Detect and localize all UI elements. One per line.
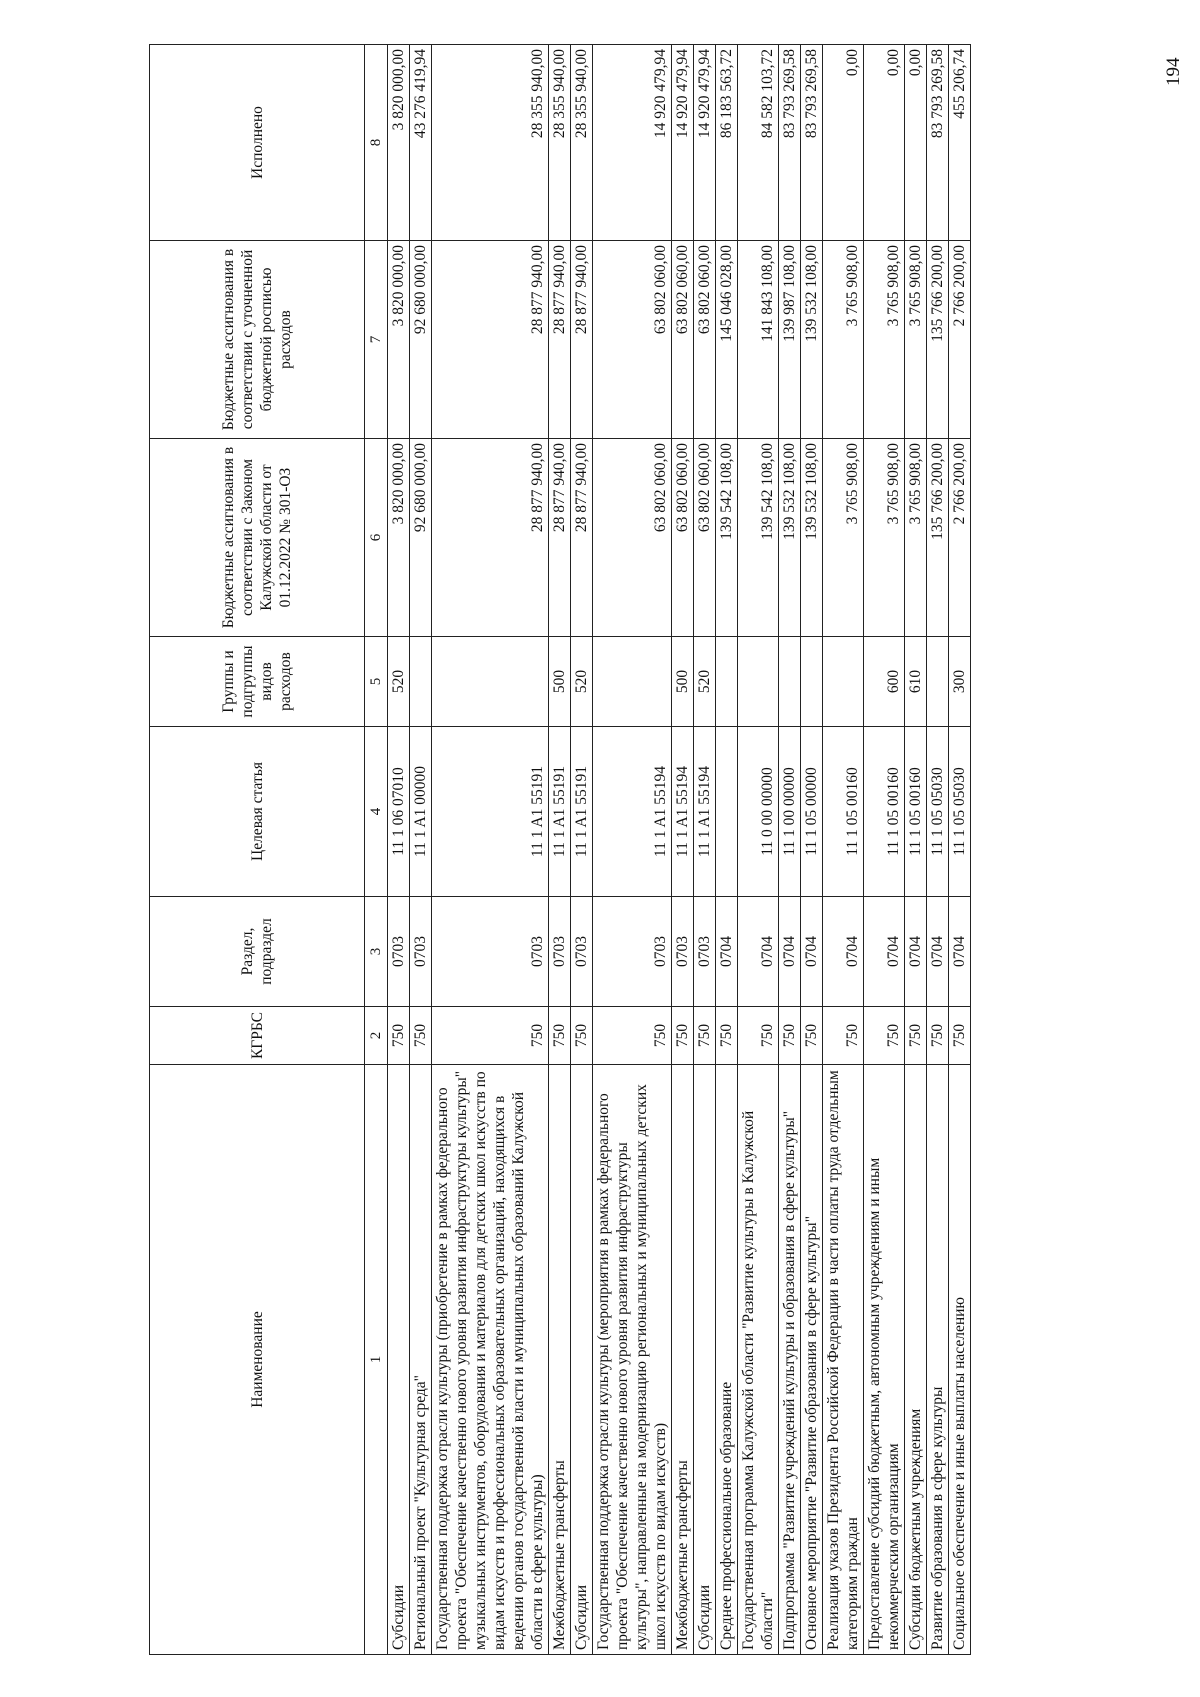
cell-kgrbs: 750 xyxy=(949,1007,971,1065)
header-row xyxy=(150,45,365,1655)
cell-name: Среднее профессиональное образование xyxy=(716,1065,738,1655)
cell-target: 11 1 A1 55194 xyxy=(694,727,716,897)
cell-section: 0704 xyxy=(779,897,801,1007)
cell-law-amount: 63 802 060,00 xyxy=(593,439,672,637)
cell-law-amount: 92 680 000,00 xyxy=(410,439,432,637)
column-number: 1 xyxy=(365,1065,388,1655)
cell-name: Субсидии бюджетным учреждениям xyxy=(905,1065,927,1655)
cell-group xyxy=(823,637,864,727)
cell-kgrbs: 750 xyxy=(864,1007,905,1065)
cell-group xyxy=(738,637,779,727)
cell-group: 500 xyxy=(672,637,694,727)
cell-law-amount: 3 765 908,00 xyxy=(823,439,864,637)
column-number-row xyxy=(365,45,388,1655)
table-row xyxy=(410,45,432,1655)
cell-name: Государственная программа Калужской области "Развитие культуры в Калужской области" xyxy=(738,1065,779,1655)
header-target: Целевая статья xyxy=(150,727,365,897)
table-row xyxy=(738,45,779,1655)
cell-executed-amount: 83 793 269,58 xyxy=(801,45,823,241)
cell-refined-amount: 28 877 940,00 xyxy=(432,241,549,439)
cell-law-amount: 63 802 060,00 xyxy=(672,439,694,637)
cell-executed-amount: 83 793 269,58 xyxy=(927,45,949,241)
cell-name: Государственная поддержка отрасли культуры (мероприятия в рамках федерального проекта "Обеспечение качественно нового уровня развития инфраструктуры культуры", направленные на модернизацию региональных и муниципальных детских школ искусств по видам искусств) xyxy=(593,1065,672,1655)
cell-section: 0703 xyxy=(388,897,410,1007)
cell-group: 520 xyxy=(388,637,410,727)
table-row xyxy=(694,45,716,1655)
cell-kgrbs: 750 xyxy=(779,1007,801,1065)
cell-kgrbs: 750 xyxy=(410,1007,432,1065)
budget-table xyxy=(149,44,971,1655)
table-row xyxy=(593,45,672,1655)
header-refined: Бюджетные ассигнования в соответствии с уточненной бюджетной росписью расходов xyxy=(150,241,365,439)
cell-group: 520 xyxy=(571,637,593,727)
cell-target: 11 1 00 00000 xyxy=(779,727,801,897)
cell-group xyxy=(716,637,738,727)
cell-section: 0703 xyxy=(672,897,694,1007)
column-number: 2 xyxy=(365,1007,388,1065)
table-row xyxy=(432,45,549,1655)
cell-executed-amount: 0,00 xyxy=(864,45,905,241)
cell-section: 0703 xyxy=(571,897,593,1007)
cell-law-amount: 63 802 060,00 xyxy=(694,439,716,637)
header-name: Наименование xyxy=(150,1065,365,1655)
cell-refined-amount: 63 802 060,00 xyxy=(672,241,694,439)
cell-name: Межбюджетные трансферты xyxy=(672,1065,694,1655)
cell-section: 0703 xyxy=(694,897,716,1007)
column-number: 4 xyxy=(365,727,388,897)
table-body xyxy=(388,45,971,1655)
table-row xyxy=(549,45,571,1655)
cell-section: 0703 xyxy=(549,897,571,1007)
cell-executed-amount: 43 276 419,94 xyxy=(410,45,432,241)
cell-target: 11 1 05 00160 xyxy=(864,727,905,897)
table-row xyxy=(388,45,410,1655)
cell-executed-amount: 28 355 940,00 xyxy=(549,45,571,241)
cell-name: Развитие образования в сфере культуры xyxy=(927,1065,949,1655)
cell-law-amount: 139 532 108,00 xyxy=(801,439,823,637)
header-executed: Исполнено xyxy=(150,45,365,241)
cell-name: Субсидии xyxy=(571,1065,593,1655)
table-row xyxy=(927,45,949,1655)
column-number: 3 xyxy=(365,897,388,1007)
cell-kgrbs: 750 xyxy=(694,1007,716,1065)
cell-group xyxy=(593,637,672,727)
cell-target: 11 1 05 00160 xyxy=(823,727,864,897)
cell-kgrbs: 750 xyxy=(823,1007,864,1065)
cell-executed-amount: 3 820 000,00 xyxy=(388,45,410,241)
table-row xyxy=(864,45,905,1655)
cell-group xyxy=(779,637,801,727)
cell-name: Основное мероприятие "Развитие образования в сфере культуры" xyxy=(801,1065,823,1655)
cell-section: 0704 xyxy=(801,897,823,1007)
cell-target: 11 1 05 05030 xyxy=(927,727,949,897)
cell-name: Предоставление субсидий бюджетным, автономным учреждениям и иным некоммерческим организациям xyxy=(864,1065,905,1655)
cell-kgrbs: 750 xyxy=(927,1007,949,1065)
cell-group: 300 xyxy=(949,637,971,727)
header-kgrbs: КГРБС xyxy=(150,1007,365,1065)
page-number: 194 xyxy=(1163,57,1184,86)
cell-target: 11 1 05 00160 xyxy=(905,727,927,897)
cell-law-amount: 2 766 200,00 xyxy=(949,439,971,637)
table-row xyxy=(672,45,694,1655)
cell-kgrbs: 750 xyxy=(801,1007,823,1065)
cell-law-amount: 3 820 000,00 xyxy=(388,439,410,637)
cell-target: 11 1 06 07010 xyxy=(388,727,410,897)
cell-law-amount: 3 765 908,00 xyxy=(864,439,905,637)
table-row xyxy=(571,45,593,1655)
cell-group xyxy=(432,637,549,727)
cell-kgrbs: 750 xyxy=(571,1007,593,1065)
cell-executed-amount: 14 920 479,94 xyxy=(672,45,694,241)
cell-group: 610 xyxy=(905,637,927,727)
cell-kgrbs: 750 xyxy=(432,1007,549,1065)
cell-group xyxy=(927,637,949,727)
cell-group xyxy=(801,637,823,727)
cell-target: 11 0 00 00000 xyxy=(738,727,779,897)
table-row xyxy=(801,45,823,1655)
cell-refined-amount: 3 765 908,00 xyxy=(864,241,905,439)
cell-refined-amount: 141 843 108,00 xyxy=(738,241,779,439)
table-row xyxy=(779,45,801,1655)
cell-refined-amount: 3 820 000,00 xyxy=(388,241,410,439)
cell-refined-amount: 63 802 060,00 xyxy=(593,241,672,439)
cell-refined-amount: 3 765 908,00 xyxy=(905,241,927,439)
cell-law-amount: 139 532 108,00 xyxy=(779,439,801,637)
column-number: 8 xyxy=(365,45,388,241)
cell-target: 11 1 A1 00000 xyxy=(410,727,432,897)
cell-target: 11 1 A1 55194 xyxy=(672,727,694,897)
cell-law-amount: 139 542 108,00 xyxy=(716,439,738,637)
cell-target: 11 1 A1 55191 xyxy=(432,727,549,897)
cell-kgrbs: 750 xyxy=(672,1007,694,1065)
cell-name: Государственная поддержка отрасли культуры (приобретение в рамках федерального проекта "Обеспечение качественно нового уровня развития инфраструктуры культуры" музыкальных инструментов, оборудования и материалов для детских школ искусств по видам искусств и профессиональных образовательных организаций, находящихся в ведении органов государственной власти и муниципальных образований Калужской области в сфере культуры) xyxy=(432,1065,549,1655)
cell-executed-amount: 28 355 940,00 xyxy=(571,45,593,241)
cell-section: 0704 xyxy=(823,897,864,1007)
cell-name: Региональный проект "Культурная среда" xyxy=(410,1065,432,1655)
cell-refined-amount: 3 765 908,00 xyxy=(823,241,864,439)
cell-section: 0704 xyxy=(905,897,927,1007)
cell-law-amount: 139 542 108,00 xyxy=(738,439,779,637)
cell-law-amount: 3 765 908,00 xyxy=(905,439,927,637)
cell-section: 0704 xyxy=(716,897,738,1007)
cell-executed-amount: 84 582 103,72 xyxy=(738,45,779,241)
cell-refined-amount: 2 766 200,00 xyxy=(949,241,971,439)
cell-law-amount: 135 766 200,00 xyxy=(927,439,949,637)
table-row xyxy=(823,45,864,1655)
cell-target: 11 1 05 05030 xyxy=(949,727,971,897)
cell-kgrbs: 750 xyxy=(593,1007,672,1065)
cell-name: Социальное обеспечение и иные выплаты населению xyxy=(949,1065,971,1655)
cell-executed-amount: 0,00 xyxy=(905,45,927,241)
cell-kgrbs: 750 xyxy=(738,1007,779,1065)
cell-kgrbs: 750 xyxy=(716,1007,738,1065)
cell-group: 600 xyxy=(864,637,905,727)
cell-kgrbs: 750 xyxy=(905,1007,927,1065)
column-number: 6 xyxy=(365,439,388,637)
column-number: 7 xyxy=(365,241,388,439)
cell-target: 11 1 A1 55191 xyxy=(549,727,571,897)
cell-section: 0703 xyxy=(410,897,432,1007)
cell-name: Реализация указов Президента Российской Федерации в части оплаты труда отдельным категориям граждан xyxy=(823,1065,864,1655)
cell-law-amount: 28 877 940,00 xyxy=(549,439,571,637)
cell-target: 11 1 05 00000 xyxy=(801,727,823,897)
budget-table-page xyxy=(149,45,1200,1655)
cell-executed-amount: 0,00 xyxy=(823,45,864,241)
cell-name: Субсидии xyxy=(694,1065,716,1655)
cell-executed-amount: 455 206,74 xyxy=(949,45,971,241)
cell-refined-amount: 135 766 200,00 xyxy=(927,241,949,439)
cell-group: 500 xyxy=(549,637,571,727)
cell-name: Субсидии xyxy=(388,1065,410,1655)
cell-kgrbs: 750 xyxy=(549,1007,571,1065)
cell-kgrbs: 750 xyxy=(388,1007,410,1065)
cell-target xyxy=(716,727,738,897)
cell-name: Межбюджетные трансферты xyxy=(549,1065,571,1655)
cell-executed-amount: 83 793 269,58 xyxy=(779,45,801,241)
table-row xyxy=(716,45,738,1655)
cell-section: 0704 xyxy=(864,897,905,1007)
cell-executed-amount: 86 183 563,72 xyxy=(716,45,738,241)
cell-target: 11 1 A1 55191 xyxy=(571,727,593,897)
cell-section: 0704 xyxy=(927,897,949,1007)
cell-law-amount: 28 877 940,00 xyxy=(432,439,549,637)
cell-refined-amount: 139 987 108,00 xyxy=(779,241,801,439)
cell-executed-amount: 14 920 479,94 xyxy=(593,45,672,241)
cell-executed-amount: 28 355 940,00 xyxy=(432,45,549,241)
cell-refined-amount: 28 877 940,00 xyxy=(549,241,571,439)
cell-group: 520 xyxy=(694,637,716,727)
header-section: Раздел, подраздел xyxy=(150,897,365,1007)
cell-section: 0704 xyxy=(949,897,971,1007)
header-law: Бюджетные ассигнования в соответствии с Законом Калужской области от 01.12.2022 № 301-ОЗ xyxy=(150,439,365,637)
cell-executed-amount: 14 920 479,94 xyxy=(694,45,716,241)
cell-refined-amount: 92 680 000,00 xyxy=(410,241,432,439)
cell-group xyxy=(410,637,432,727)
cell-refined-amount: 28 877 940,00 xyxy=(571,241,593,439)
column-number: 5 xyxy=(365,637,388,727)
table-row xyxy=(949,45,971,1655)
header-groups: Группы и подгруппы видов расходов xyxy=(150,637,365,727)
cell-section: 0703 xyxy=(593,897,672,1007)
cell-law-amount: 28 877 940,00 xyxy=(571,439,593,637)
cell-refined-amount: 63 802 060,00 xyxy=(694,241,716,439)
cell-refined-amount: 145 046 028,00 xyxy=(716,241,738,439)
cell-section: 0703 xyxy=(432,897,549,1007)
cell-name: Подпрограмма "Развитие учреждений культуры и образования в сфере культуры" xyxy=(779,1065,801,1655)
table-row xyxy=(905,45,927,1655)
cell-target: 11 1 A1 55194 xyxy=(593,727,672,897)
cell-refined-amount: 139 532 108,00 xyxy=(801,241,823,439)
cell-section: 0704 xyxy=(738,897,779,1007)
